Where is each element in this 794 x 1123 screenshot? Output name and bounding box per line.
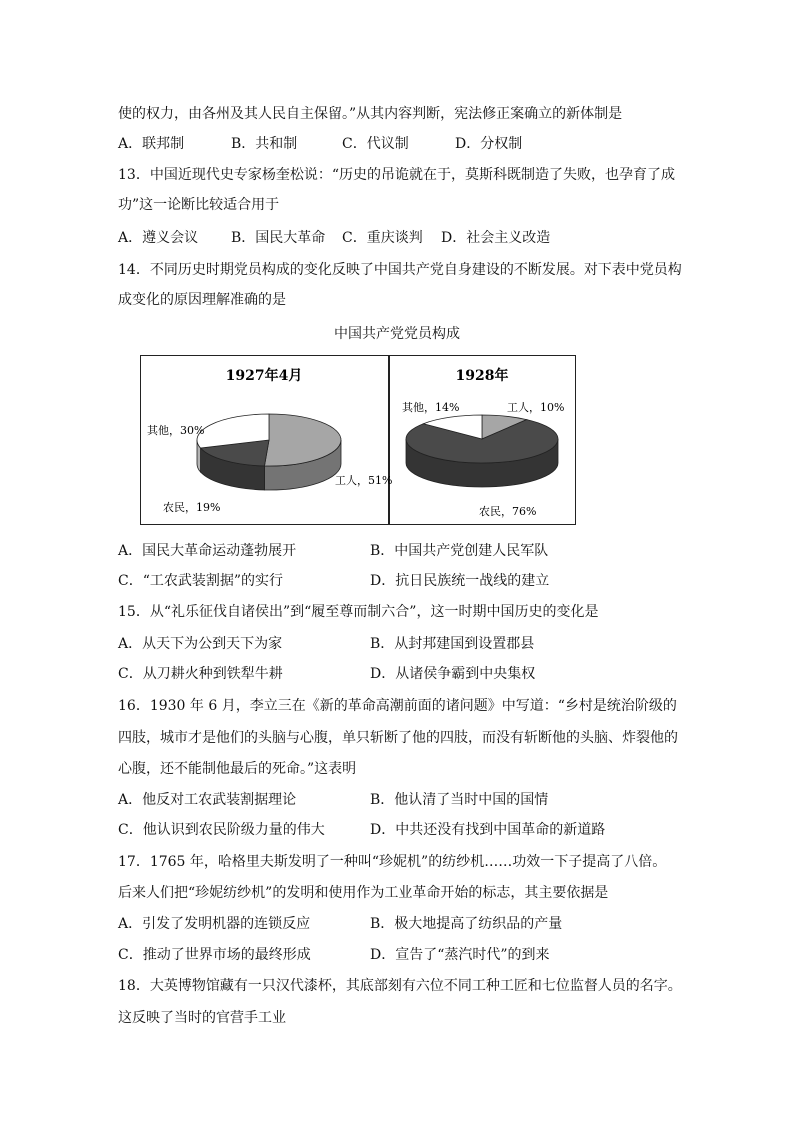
pie-charts-table xyxy=(140,355,576,525)
question-14-stem-2: 成变化的原因理解准确的是 xyxy=(118,292,286,308)
option-14-a: A．国民大革命运动蓬勃展开 xyxy=(118,543,297,559)
option-16-c: C．他认识到农民阶级力量的伟大 xyxy=(118,822,325,838)
option-13-c: C．重庆谈判 xyxy=(342,230,423,246)
pie-label-工人: 工人，51% xyxy=(335,474,393,487)
question-18-stem-1: 18．大英博物馆藏有一只汉代漆杯，其底部刻有六位不同工种工匠和七位监督人员的名字。 xyxy=(118,978,682,994)
question-17-stem-2: 后来人们把“珍妮纺纱机”的发明和使用作为工业革命开始的标志，其主要依据是 xyxy=(118,885,609,901)
pie-label-农民: 农民，76% xyxy=(479,505,537,518)
option-12-d: D．分权制 xyxy=(455,136,523,152)
option-12-b: B．共和制 xyxy=(231,136,298,152)
option-17-c: C．推动了世界市场的最终形成 xyxy=(118,947,311,963)
pie-title: 1928年 xyxy=(455,368,509,384)
question-18-stem-2: 这反映了当时的官营手工业 xyxy=(118,1010,286,1026)
question-17-stem-1: 17．1765 年，哈格里夫斯发明了一种叫“珍妮机”的纺纱机……功效一下子提高了八倍。 xyxy=(118,854,667,870)
option-15-b: B．从封邦建国到设置郡县 xyxy=(370,636,535,652)
option-12-a: A．联邦制 xyxy=(118,136,185,152)
question-14-stem-1: 14．不同历史时期党员构成的变化反映了中国共产党自身建设的不断发展。对下表中党员构 xyxy=(118,262,682,278)
pie-label-工人: 工人，10% xyxy=(507,401,565,414)
question-15-stem: 15．从“礼乐征伐自诸侯出”到“履至尊而制六合”，这一时期中国历史的变化是 xyxy=(118,604,599,620)
question-16-stem-2: 四肢，城市才是他们的头脑与心腹，单只斩断了他的四肢，而没有斩断他的头脑、炸裂他的 xyxy=(118,730,678,746)
pie-label-其他: 其他，14% xyxy=(402,401,460,414)
option-14-b: B．中国共产党创建人民军队 xyxy=(370,543,549,559)
option-16-b: B．他认清了当时中国的国情 xyxy=(370,792,549,808)
option-15-a: A．从天下为公到天下为家 xyxy=(118,636,283,652)
option-15-c: C．从刀耕火种到铁犁牛耕 xyxy=(118,666,283,682)
option-14-d: D．抗日民族统一战线的建立 xyxy=(370,573,550,589)
chart-caption: 中国共产党党员构成 xyxy=(334,326,460,342)
question-13-stem-2: 功”这一论断比较适合用于 xyxy=(118,197,280,213)
option-17-b: B．极大地提高了纺织品的产量 xyxy=(370,916,563,932)
pie-chart-1 xyxy=(147,367,392,514)
question-16-stem-1: 16．1930 年 6 月，李立三在《新的革命高潮前面的诸问题》中写道：“乡村是统治阶级的 xyxy=(118,698,677,714)
question-13-stem-1: 13．中国近现代史专家杨奎松说：“历史的吊诡就在于，莫斯科既制造了失败，也孕育了成 xyxy=(118,167,675,183)
option-16-d: D．中共还没有找到中国革命的新道路 xyxy=(370,822,606,838)
pie-label-农民: 农民，19% xyxy=(163,501,221,514)
option-16-a: A．他反对工农武装割据理论 xyxy=(118,792,297,808)
option-13-b: B．国民大革命 xyxy=(231,230,326,246)
option-14-c: C．“工农武装割据”的实行 xyxy=(118,573,284,589)
pie-title: 1927年4月 xyxy=(225,368,303,384)
question-16-stem-3: 心腹，还不能制他最后的死命。”这表明 xyxy=(118,761,357,777)
pie-chart-2 xyxy=(402,367,564,518)
question-12-stem-end: 使的权力，由各州及其人民自主保留。”从其内容判断，宪法修正案确立的新体制是 xyxy=(118,106,623,122)
pie-label-其他: 其他，30% xyxy=(147,424,205,437)
option-13-a: A．遵义会议 xyxy=(118,230,199,246)
pie-charts-svg xyxy=(141,356,575,524)
option-17-a: A．引发了发明机器的连锁反应 xyxy=(118,916,311,932)
option-17-d: D．宣告了“蒸汽时代”的到来 xyxy=(370,947,550,963)
option-13-d: D．社会主义改造 xyxy=(441,230,551,246)
option-12-c: C．代议制 xyxy=(342,136,409,152)
option-15-d: D．从诸侯争霸到中央集权 xyxy=(370,666,536,682)
